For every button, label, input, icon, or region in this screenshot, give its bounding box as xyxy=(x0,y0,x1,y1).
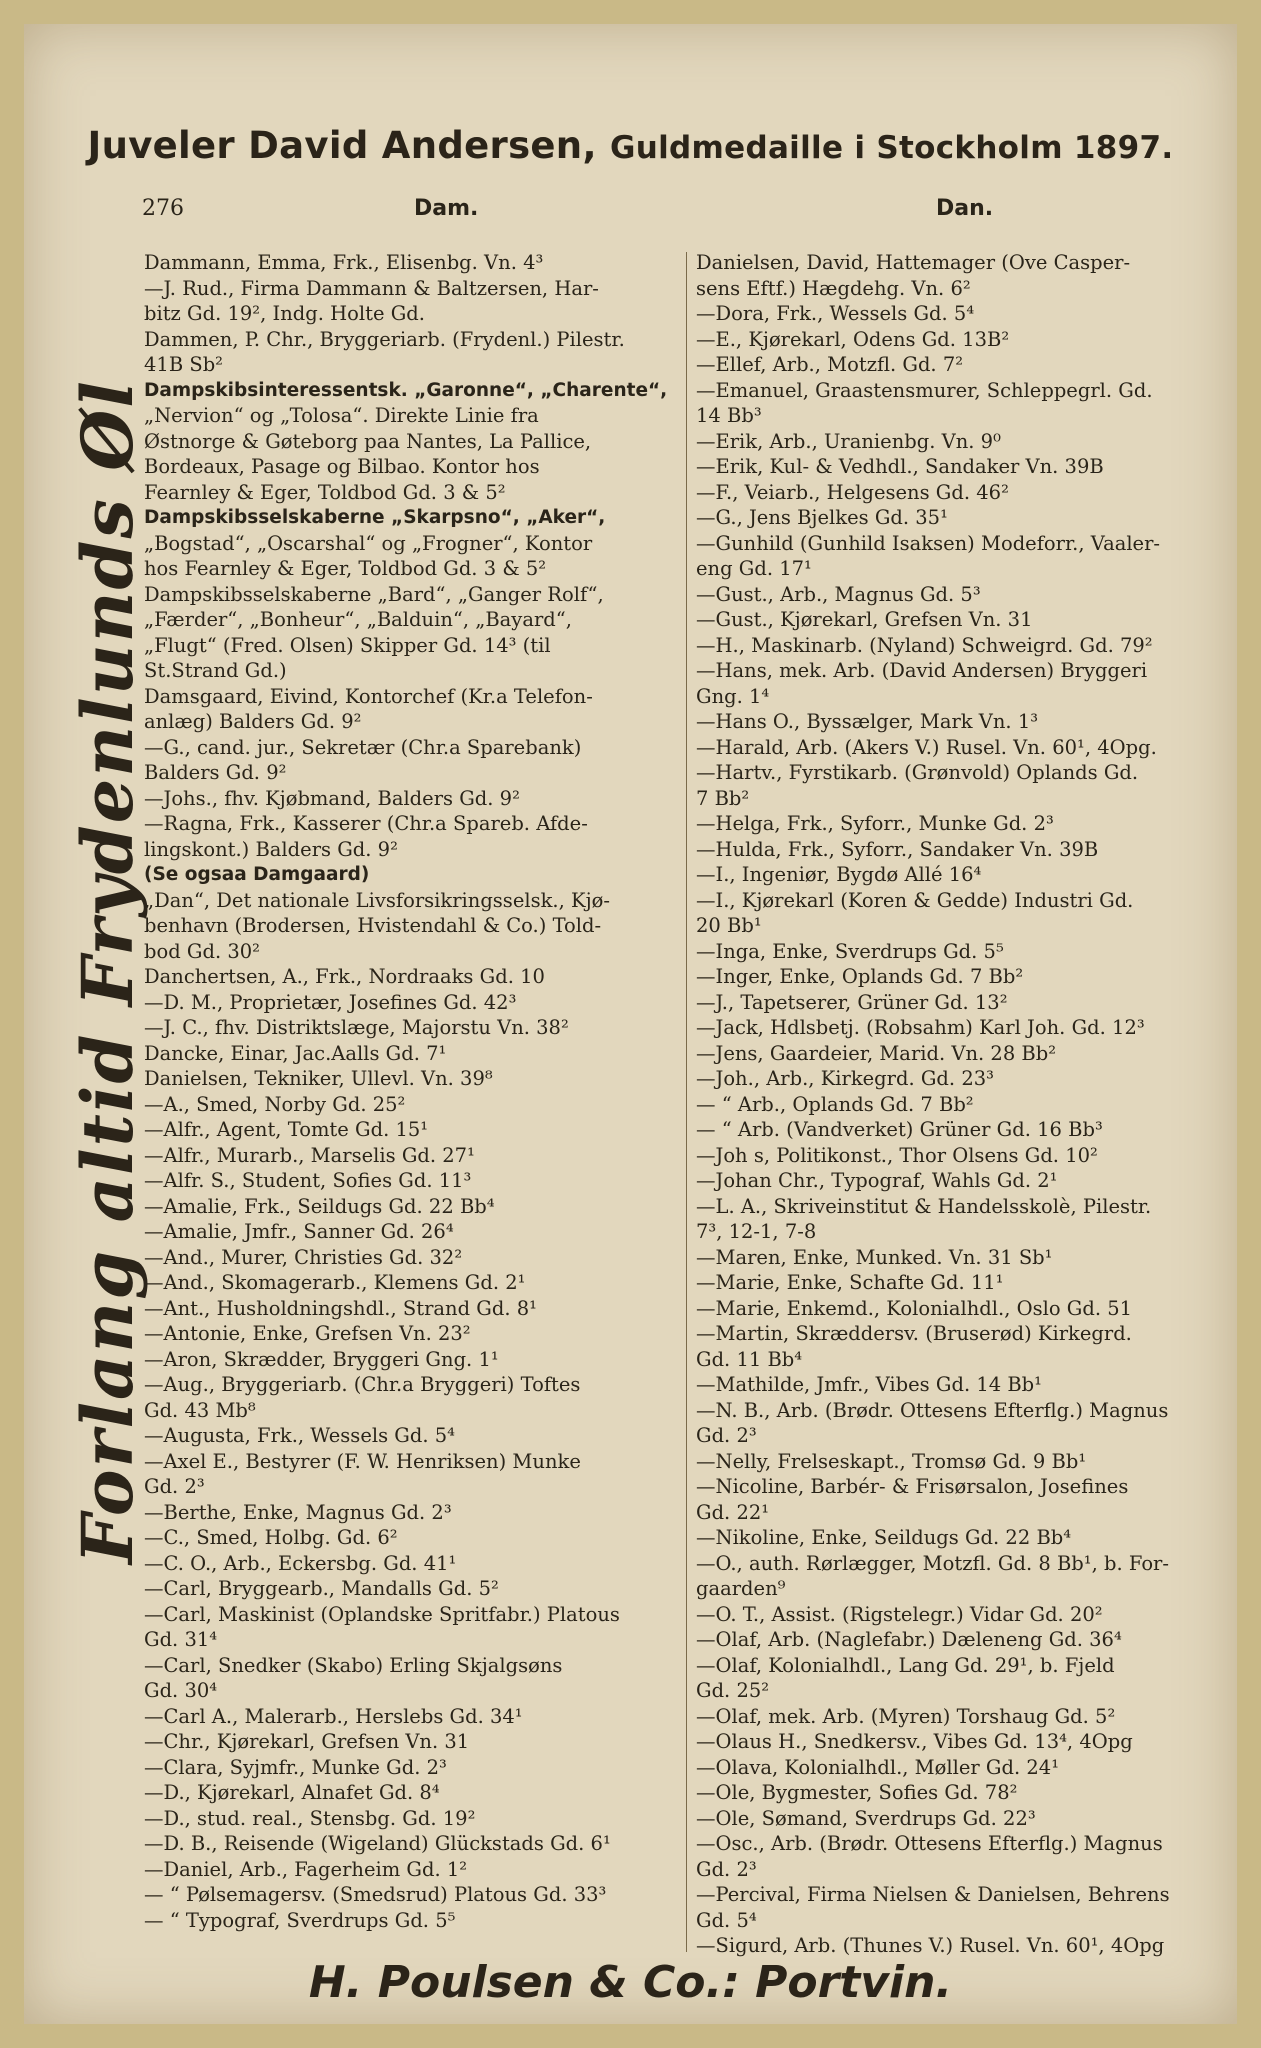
directory-entry-line: bod Gd. 30² xyxy=(144,939,260,963)
directory-entry-line: „Bogstad“, „Oscarshal“ og „Frogner“, Kontor xyxy=(144,531,593,555)
directory-entry-line: —Amalie, Frk., Seildugs Gd. 22 Bb⁴ xyxy=(144,1194,495,1218)
directory-entry-line: —Inga, Enke, Sverdrups Gd. 5⁵ xyxy=(696,939,1004,963)
directory-entry-line: —Maren, Enke, Munked. Vn. 31 Sb¹ xyxy=(696,1245,1053,1269)
directory-entry-line: —Hans O., Byssælger, Mark Vn. 1³ xyxy=(696,710,1039,733)
directory-entry-line: —Helga, Frk., Syforr., Munke Gd. 2³ xyxy=(696,812,1054,835)
directory-entry-line: Dammen, P. Chr., Bryggeriarb. (Frydenl.) Pilestr. xyxy=(144,327,625,351)
directory-entry-line: —Erik, Arb., Uranienbg. Vn. 9⁰ xyxy=(696,429,1001,453)
directory-entry-line: —D. B., Reisende (Wigeland) Glückstads Gd. 6¹ xyxy=(144,1832,611,1855)
directory-entry-line: —Marie, Enke, Schafte Gd. 11¹ xyxy=(696,1271,1004,1294)
directory-entry-line: —Olaf, Kolonialhdl., Lang Gd. 29¹, b. Fjeld xyxy=(696,1653,1115,1677)
directory-entry-line: „Nervion“ og „Tolosa“. Direkte Linie fra xyxy=(144,404,539,427)
directory-entry-line: 20 Bb¹ xyxy=(696,914,762,937)
directory-entry-line: —Olava, Kolonialhdl., Møller Gd. 24¹ xyxy=(696,1755,1060,1779)
directory-entry-line: 7³, 12-1, 7-8 xyxy=(696,1220,817,1243)
directory-entry-line: —Gunhild (Gunhild Isaksen) Modeforr., Vaaler- xyxy=(696,531,1161,555)
directory-entry-line: Gd. 2³ xyxy=(696,1857,757,1881)
directory-entry-line: —Chr., Kjørekarl, Grefsen Vn. 31 xyxy=(144,1730,470,1753)
directory-entry-line: —A., Smed, Norby Gd. 25² xyxy=(144,1092,406,1116)
right-column-heading: Dan. xyxy=(936,196,994,221)
directory-entry-line: —D., Kjørekarl, Alnafet Gd. 8⁴ xyxy=(144,1781,440,1804)
directory-entry-line: —Alfr., Agent, Tomte Gd. 15¹ xyxy=(144,1118,429,1141)
directory-entry-line: 7 Bb² xyxy=(696,786,750,810)
directory-entry-line: —Dora, Frk., Wessels Gd. 5⁴ xyxy=(696,302,975,325)
directory-entry-line: —Martin, Skræddersv. (Bruserød) Kirkegrd. xyxy=(696,1322,1132,1345)
directory-entry-line: —Hans, mek. Arb. (David Andersen) Bryggeri xyxy=(696,659,1148,682)
directory-entry-line: — “ Pølsemagersv. (Smedsrud) Platous Gd. 33³ xyxy=(144,1883,607,1906)
left-column xyxy=(144,250,679,1933)
directory-entry-line: —Sigurd, Arb. (Thunes V.) Rusel. Vn. 60¹, 4Opg xyxy=(696,1934,1165,1957)
directory-entry-line: —L. A., Skriveinstitut & Handelsskolè, Pilestr. xyxy=(696,1194,1152,1218)
directory-entry-line: —H., Maskinarb. (Nyland) Schweigrd. Gd. 79² xyxy=(696,633,1153,657)
directory-entry-line: 41B Sb² xyxy=(144,353,223,376)
directory-entry-line: —Joh s, Politikonst., Thor Olsens Gd. 10² xyxy=(696,1143,1098,1167)
directory-entry-line: Dancke, Einar, Jac.Aalls Gd. 7¹ xyxy=(144,1041,447,1065)
directory-entry-line: Danielsen, Tekniker, Ullevl. Vn. 39⁸ xyxy=(144,1067,493,1090)
page-number: 276 xyxy=(142,196,184,221)
directory-entry-line: —Olaf, Arb. (Naglefabr.) Dæleneng Gd. 36⁴ xyxy=(696,1628,1122,1651)
directory-entry-line: —Nikoline, Enke, Seildugs Gd. 22 Bb⁴ xyxy=(696,1526,1072,1549)
directory-entry-line: Gd. 2³ xyxy=(144,1475,205,1498)
directory-entry-line: —Inger, Enke, Oplands Gd. 7 Bb² xyxy=(696,965,1024,988)
directory-entry-line: Danchertsen, A., Frk., Nordraaks Gd. 10 xyxy=(144,965,545,988)
directory-entry-line: —D. M., Proprietær, Josefines Gd. 42³ xyxy=(144,990,517,1014)
directory-entry-line: —Carl, Snedker (Skabo) Erling Skjalgsøns xyxy=(144,1653,563,1677)
directory-entry-line: —Nelly, Frelseskapt., Tromsø Gd. 9 Bb¹ xyxy=(696,1449,1087,1473)
directory-entry-line: Dammann, Emma, Frk., Elisenbg. Vn. 4³ xyxy=(144,251,544,274)
directory-entry-line: —F., Veiarb., Helgesens Gd. 46² xyxy=(696,480,1009,504)
directory-entry-line: —Gust., Kjørekarl, Grefsen Vn. 31 xyxy=(696,608,1033,631)
directory-entry-line: —Olaus H., Snedkersv., Vibes Gd. 13⁴, 4Opg xyxy=(696,1730,1133,1753)
bottom-advertisement-banner: H. Poulsen & Co.: Portvin. xyxy=(308,1957,953,2008)
directory-entry-line: — “ Arb. (Vandverket) Grüner Gd. 16 Bb³ xyxy=(696,1118,1103,1141)
directory-entry-line: —And., Skomagerarb., Klemens Gd. 2¹ xyxy=(144,1271,526,1294)
directory-entry-line: Gng. 1⁴ xyxy=(696,684,770,708)
directory-entry-line: —Carl, Maskinist (Oplandske Spritfabr.) Platous xyxy=(144,1602,620,1626)
directory-entry-line: —Clara, Syjmfr., Munke Gd. 2³ xyxy=(144,1755,447,1779)
directory-entry-line: Balders Gd. 9² xyxy=(144,761,287,784)
directory-entry-line: sens Eftf.) Hægdehg. Vn. 6² xyxy=(696,276,971,300)
directory-entry-line: —Alfr. S., Student, Sofies Gd. 11³ xyxy=(144,1169,472,1192)
directory-entry-line: —G., cand. jur., Sekretær (Chr.a Sparebank) xyxy=(144,735,582,759)
directory-entry-line: —And., Murer, Christies Gd. 32² xyxy=(144,1245,463,1269)
directory-entry-line: —Ant., Husholdningshdl., Strand Gd. 8¹ xyxy=(144,1296,537,1320)
directory-entry-line: —Axel E., Bestyrer (F. W. Henriksen) Munke xyxy=(144,1449,581,1473)
directory-entry-line: Gd. 25² xyxy=(696,1679,770,1702)
directory-entry-line: —E., Kjørekarl, Odens Gd. 13B² xyxy=(696,327,1010,351)
directory-entry-line: Danielsen, David, Hattemager (Ove Casper- xyxy=(696,251,1131,274)
directory-entry-line: —Osc., Arb. (Brødr. Ottesens Efterflg.) Magnus xyxy=(696,1832,1163,1855)
directory-entry-line: benhavn (Brodersen, Hvistendahl & Co.) Told- xyxy=(144,914,602,937)
directory-entry-line: —D., stud. real., Stensbg. Gd. 19² xyxy=(144,1806,476,1830)
directory-entry-line: —Percival, Firma Nielsen & Danielsen, Behrens xyxy=(696,1883,1170,1906)
directory-entry-line: —C., Smed, Holbg. Gd. 6² xyxy=(144,1526,398,1549)
directory-entry-line: —O., auth. Rørlægger, Motzfl. Gd. 8 Bb¹, b. For- xyxy=(696,1551,1169,1575)
directory-entry-line: —Aug., Bryggeriarb. (Chr.a Bryggeri) Toftes xyxy=(144,1373,581,1396)
directory-entry-line: —C. O., Arb., Eckersbg. Gd. 41¹ xyxy=(144,1551,457,1575)
directory-entry-line: —Alfr., Murarb., Marselis Gd. 27¹ xyxy=(144,1143,475,1167)
directory-entry-line: gaarden⁹ xyxy=(696,1577,786,1600)
directory-entry-line: —Jack, Hdlsbetj. (Robsahm) Karl Joh. Gd. 12³ xyxy=(696,1016,1145,1039)
column-divider xyxy=(686,252,687,1952)
directory-entry-line: Gd. 11 Bb⁴ xyxy=(696,1347,803,1371)
directory-entry-line: —J. Rud., Firma Dammann & Baltzersen, Har- xyxy=(144,276,599,300)
directory-entry-line: Østnorge & Gøteborg paa Nantes, La Pallice, xyxy=(144,429,592,453)
directory-entry-line: (Se ogsaa Damgaard) xyxy=(144,864,370,885)
directory-entry-line: lingskont.) Balders Gd. 9² xyxy=(144,837,398,861)
directory-entry-line: —N. B., Arb. (Brødr. Ottesens Efterflg.) Magnus xyxy=(696,1398,1169,1422)
directory-entry-line: —Aron, Skrædder, Bryggeri Gng. 1¹ xyxy=(144,1347,499,1371)
directory-entry-line: —Ragna, Frk., Kasserer (Chr.a Spareb. Afde- xyxy=(144,812,588,835)
directory-entry-line: —Johan Chr., Typograf, Wahls Gd. 2¹ xyxy=(696,1169,1058,1192)
directory-entry-line: Damsgaard, Eivind, Kontorchef (Kr.a Telefon- xyxy=(144,684,593,708)
right-column xyxy=(696,250,1236,1959)
directory-entry-line: —Gust., Arb., Magnus Gd. 5³ xyxy=(696,582,981,606)
directory-entry-line: „Færder“, „Bonheur“, „Balduin“, „Bayard“, xyxy=(144,608,572,631)
directory-entry-line: —G., Jens Bjelkes Gd. 35¹ xyxy=(696,506,948,529)
directory-entry-line: —Daniel, Arb., Fagerheim Gd. 1² xyxy=(144,1857,468,1881)
directory-entry-line: —Joh., Arb., Kirkegrd. Gd. 23³ xyxy=(696,1067,994,1090)
directory-entry-line: —Berthe, Enke, Magnus Gd. 2³ xyxy=(144,1500,452,1524)
directory-entry-line: bitz Gd. 19², Indg. Holte Gd. xyxy=(144,302,425,325)
directory-entry-line: „Dan“, Det nationale Livsforsikringsselsk., Kjø- xyxy=(144,888,610,912)
directory-entry-line: hos Fearnley & Eger, Toldbod Gd. 3 & 5² xyxy=(144,557,547,580)
directory-entry-line: Dampskibsselskaberne „Skarpsno“, „Aker“, xyxy=(144,507,606,528)
directory-entry-line: Dampskibsselskaberne „Bard“, „Ganger Rolf“, xyxy=(144,582,604,606)
directory-entry-line: — “ Arb., Oplands Gd. 7 Bb² xyxy=(696,1092,974,1116)
directory-entry-line: Gd. 43 Mb⁸ xyxy=(144,1398,256,1422)
directory-entry-line: —Antonie, Enke, Grefsen Vn. 23² xyxy=(144,1322,471,1345)
directory-entry-line: —I., Kjørekarl (Koren & Gedde) Industri Gd. xyxy=(696,888,1134,912)
top-banner-small: Guldmedaille i Stockholm 1897. xyxy=(610,130,1174,166)
directory-entry-line: —Ole, Bygmester, Sofies Gd. 78² xyxy=(696,1781,1018,1804)
directory-entry-line: —Mathilde, Jmfr., Vibes Gd. 14 Bb¹ xyxy=(696,1373,1042,1396)
directory-entry-line: —Ellef, Arb., Motzfl. Gd. 7² xyxy=(696,353,964,376)
directory-entry-line: Gd. 22¹ xyxy=(696,1500,770,1524)
directory-entry-line: Gd. 5⁴ xyxy=(696,1908,757,1932)
directory-entry-line: —Carl, Bryggearb., Mandalls Gd. 5² xyxy=(144,1577,499,1600)
directory-entry-line: „Flugt“ (Fred. Olsen) Skipper Gd. 14³ (til xyxy=(144,633,551,657)
directory-page xyxy=(24,24,1237,2024)
directory-entry-line: —Ole, Sømand, Sverdrups Gd. 22³ xyxy=(696,1806,1036,1830)
directory-entry-line: —Hulda, Frk., Syforr., Sandaker Vn. 39B xyxy=(696,837,1099,861)
directory-entry-line: Fearnley & Eger, Toldbod Gd. 3 & 5² xyxy=(144,480,506,504)
directory-entry-line: —Johs., fhv. Kjøbmand, Balders Gd. 9² xyxy=(144,786,520,810)
directory-entry-line: —J., Tapetserer, Grüner Gd. 13² xyxy=(696,990,1008,1014)
directory-entry-line: —O. T., Assist. (Rigstelegr.) Vidar Gd. 20² xyxy=(696,1602,1103,1626)
directory-entry-line: —Erik, Kul- & Vedhdl., Sandaker Vn. 39B xyxy=(696,455,1104,478)
directory-entry-line: Gd. 30⁴ xyxy=(144,1679,218,1702)
side-advertisement: Forlang altid Frydenlunds Øl xyxy=(66,379,149,1564)
top-advertisement-banner xyxy=(24,124,1237,167)
directory-entry-line: Gd. 31⁴ xyxy=(144,1628,218,1651)
directory-entry-line: —Olaf, mek. Arb. (Myren) Torshaug Gd. 5² xyxy=(696,1704,1116,1728)
directory-entry-line: —Harald, Arb. (Akers V.) Rusel. Vn. 60¹, 4Opg. xyxy=(696,735,1157,759)
directory-entry-line: eng Gd. 17¹ xyxy=(696,557,812,580)
top-banner-main: Juveler David Andersen, xyxy=(87,124,597,167)
directory-entry-line: —Emanuel, Graastensmurer, Schleppegrl. Gd. xyxy=(696,378,1153,402)
directory-entry-line: —Nicoline, Barbér- & Frisørsalon, Josefines xyxy=(696,1475,1129,1498)
directory-entry-line: Bordeaux, Pasage og Bilbao. Kontor hos xyxy=(144,455,540,478)
directory-entry-line: anlæg) Balders Gd. 9² xyxy=(144,710,362,733)
directory-entry-line: —Carl A., Malerarb., Herslebs Gd. 34¹ xyxy=(144,1704,523,1728)
directory-entry-line: —Amalie, Jmfr., Sanner Gd. 26⁴ xyxy=(144,1220,454,1243)
directory-entry-line: —J. C., fhv. Distriktslæge, Majorstu Vn. 38² xyxy=(144,1016,569,1039)
directory-entry-line: —Augusta, Frk., Wessels Gd. 5⁴ xyxy=(144,1424,455,1447)
directory-entry-line: —Marie, Enkemd., Kolonialhdl., Oslo Gd. 51 xyxy=(696,1296,1133,1320)
directory-entry-line: —I., Ingeniør, Bygdø Allé 16⁴ xyxy=(696,863,982,886)
directory-entry-line: 14 Bb³ xyxy=(696,404,762,427)
directory-entry-line: Dampskibsinteressentsk. „Garonne“, „Charente“, xyxy=(144,379,668,401)
directory-entry-line: —Jens, Gaardeier, Marid. Vn. 28 Bb² xyxy=(696,1041,1057,1065)
left-column-heading: Dam. xyxy=(414,196,479,221)
directory-entry-line: Gd. 2³ xyxy=(696,1424,757,1447)
directory-entry-line: —Hartv., Fyrstikarb. (Grønvold) Oplands Gd. xyxy=(696,761,1139,784)
directory-entry-line: — “ Typograf, Sverdrups Gd. 5⁵ xyxy=(144,1908,456,1932)
directory-entry-line: St.Strand Gd.) xyxy=(144,659,287,682)
